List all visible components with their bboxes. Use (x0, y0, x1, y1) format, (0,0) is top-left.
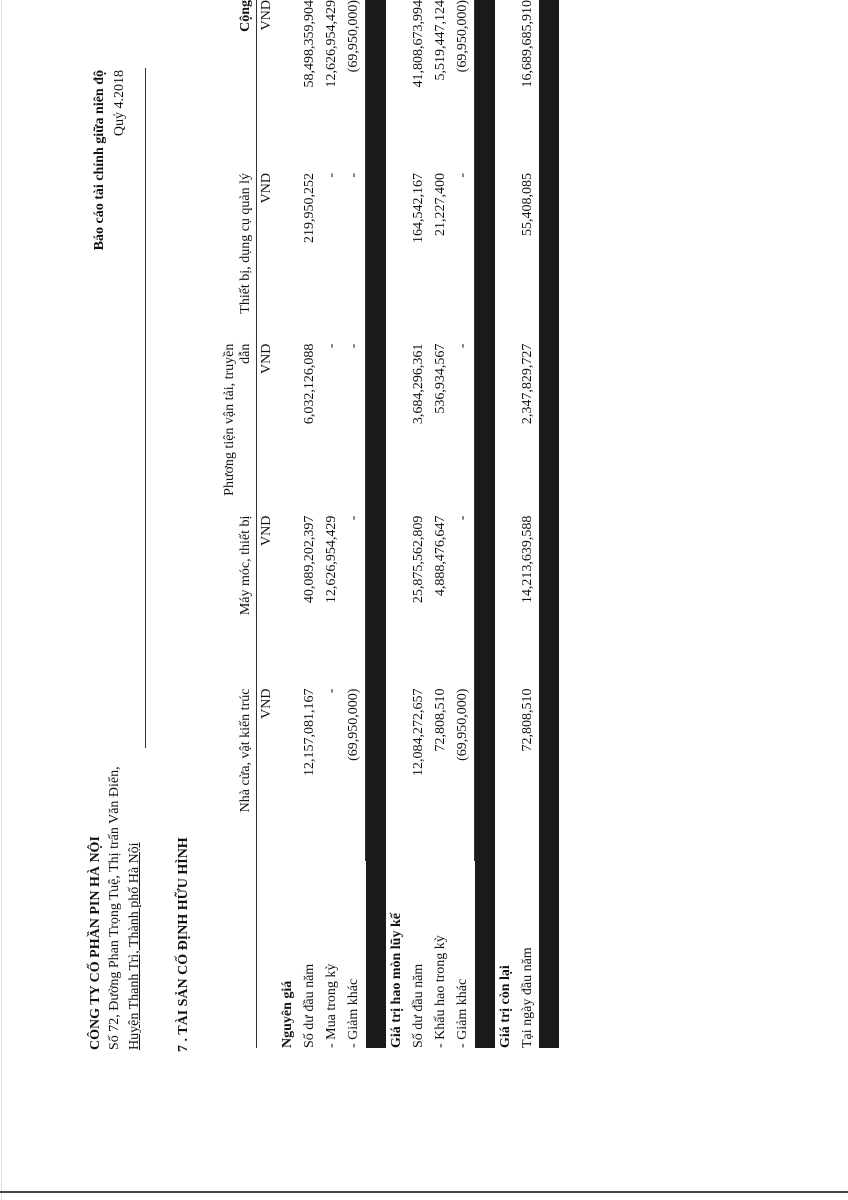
empty-cell (386, 173, 408, 344)
value-cell: 12,626,954,429 (324, 0, 339, 88)
value-cell: 164,542,167 (411, 172, 426, 243)
unit-cell: VND (257, 0, 278, 173)
row-label: Số dư đầu năm (411, 963, 426, 1048)
empty-cell (277, 173, 299, 344)
empty-cell (386, 0, 408, 173)
empty-cell (386, 344, 408, 516)
group-title: Giá trị còn lại (498, 965, 513, 1048)
table-row (299, 0, 321, 1048)
value-cell: (69,950,000) (452, 0, 475, 173)
value-cell: - (452, 173, 475, 344)
fixed-assets-table (222, 0, 559, 1048)
value-cell: 41,808,673,994 (411, 0, 426, 88)
value-cell: 72,808,510 (520, 688, 535, 752)
empty-cell (257, 861, 278, 1048)
obscured-cell (366, 344, 387, 516)
row-label: Tại ngày đầu năm (520, 947, 535, 1048)
report-period: Quý 4.2018 (112, 70, 127, 137)
obscured-cell (539, 861, 559, 1048)
value-cell: (69,950,000) (343, 689, 366, 862)
unit-cell: VND (257, 344, 278, 516)
table-row (408, 0, 430, 1048)
obscured-cell (366, 689, 387, 862)
row-label: - Mua trong kỳ (324, 963, 339, 1048)
value-cell: 12,084,272,657 (411, 688, 426, 777)
unit-cell: VND (257, 689, 278, 862)
value-cell: 219,950,252 (302, 172, 317, 243)
column-header-total: Cộng (238, 0, 253, 32)
value-cell: 2,347,829,727 (520, 343, 535, 425)
value-cell: 12,157,081,167 (302, 688, 317, 777)
value-cell: (69,950,000) (452, 689, 475, 862)
column-header: Thiết bị, dụng cụ quản lý (238, 172, 253, 314)
obscured-cell (539, 689, 559, 862)
unit-cell: VND (257, 173, 278, 344)
column-header: Máy móc, thiết bị (238, 515, 253, 616)
value-cell: 58,498,359,904 (302, 0, 317, 88)
report-title: Báo cáo tài chính giữa niên độ (92, 70, 107, 251)
row-label: - Giảm khác (346, 978, 362, 1048)
obscured-cell (475, 689, 496, 862)
obscured-total-row (475, 0, 496, 1048)
obscured-cell (539, 0, 559, 173)
obscured-cell (475, 516, 496, 689)
value-cell: 40,089,202,397 (302, 515, 317, 604)
obscured-cell (539, 173, 559, 344)
obscured-cell (475, 344, 496, 516)
table-row (343, 0, 366, 1048)
value-cell: - (452, 516, 475, 689)
empty-cell (495, 344, 517, 516)
group-heading-row (386, 0, 408, 1048)
empty-cell (495, 173, 517, 344)
table-row (321, 0, 343, 1048)
header-rule (145, 68, 146, 748)
company-address-line2: Huyện Thanh Trì, Thành phố Hà Nội (127, 842, 142, 1050)
section-title: 7 . TÀI SẢN CỐ ĐỊNH HỮU HÌNH (176, 837, 191, 1052)
empty-cell (495, 689, 517, 862)
value-cell: - (324, 172, 339, 178)
empty-header-cell (222, 861, 257, 1048)
value-cell: - (324, 688, 339, 694)
value-cell: 25,875,562,809 (411, 515, 426, 604)
obscured-cell (539, 344, 559, 516)
group-title: Nguyên giá (280, 980, 295, 1048)
empty-cell (277, 344, 299, 516)
empty-cell (386, 689, 408, 862)
empty-cell (277, 516, 299, 689)
obscured-total-row (539, 0, 559, 1048)
value-cell: 55,408,085 (520, 172, 535, 236)
value-cell: 12,626,954,429 (324, 515, 339, 604)
empty-cell (386, 516, 408, 689)
row-label: - Giảm khác (455, 978, 471, 1048)
empty-cell (495, 516, 517, 689)
table-row (517, 0, 539, 1048)
value-cell: (69,950,000) (343, 0, 366, 173)
obscured-cell (366, 0, 387, 173)
value-cell: 3,684,296,361 (411, 343, 426, 425)
company-name: CÔNG TY CỔ PHẦN PIN HÀ NỘI (88, 836, 103, 1050)
value-cell: 536,934,567 (433, 343, 448, 414)
obscured-total-row (366, 0, 387, 1048)
obscured-cell (475, 0, 496, 173)
empty-cell (277, 0, 299, 173)
column-header: Nhà cửa, vật kiến trúc (238, 688, 253, 813)
empty-cell (277, 689, 299, 862)
value-cell: - (324, 343, 339, 349)
unit-row (257, 0, 278, 1048)
column-header: Phương tiện vận tải, truyền dẫn (222, 343, 253, 496)
row-label: - Khấu hao trong kỳ (433, 935, 448, 1048)
obscured-cell (366, 516, 387, 689)
value-cell: 14,213,639,588 (520, 515, 535, 604)
company-address-line1: Số 72, Đường Phan Trọng Tuệ, Thị trấn Văn Điển, (107, 766, 122, 1050)
obscured-cell (539, 516, 559, 689)
table-header-row (222, 0, 257, 1048)
obscured-cell (475, 861, 496, 1048)
row-label: Số dư đầu năm (302, 963, 317, 1048)
table-body (257, 0, 560, 1048)
value-cell: 21,227,400 (433, 172, 448, 236)
group-heading-row (277, 0, 299, 1048)
obscured-cell (475, 173, 496, 344)
value-cell: - (452, 344, 475, 516)
unit-cell: VND (257, 516, 278, 689)
obscured-cell (366, 861, 387, 1048)
group-heading-row (495, 0, 517, 1048)
empty-cell (495, 0, 517, 173)
table-row (430, 0, 452, 1048)
value-cell: - (343, 173, 366, 344)
value-cell: - (343, 516, 366, 689)
value-cell: 16,689,685,910 (520, 0, 535, 88)
value-cell: - (343, 344, 366, 516)
group-title: Giá trị hao mòn lũy kế (389, 913, 404, 1048)
value-cell: 4,888,476,647 (433, 515, 448, 597)
value-cell: 6,032,126,088 (302, 343, 317, 425)
value-cell: 72,808,510 (433, 688, 448, 752)
table-row (452, 0, 475, 1048)
value-cell: 5,519,447,124 (433, 0, 448, 81)
obscured-cell (366, 173, 387, 344)
